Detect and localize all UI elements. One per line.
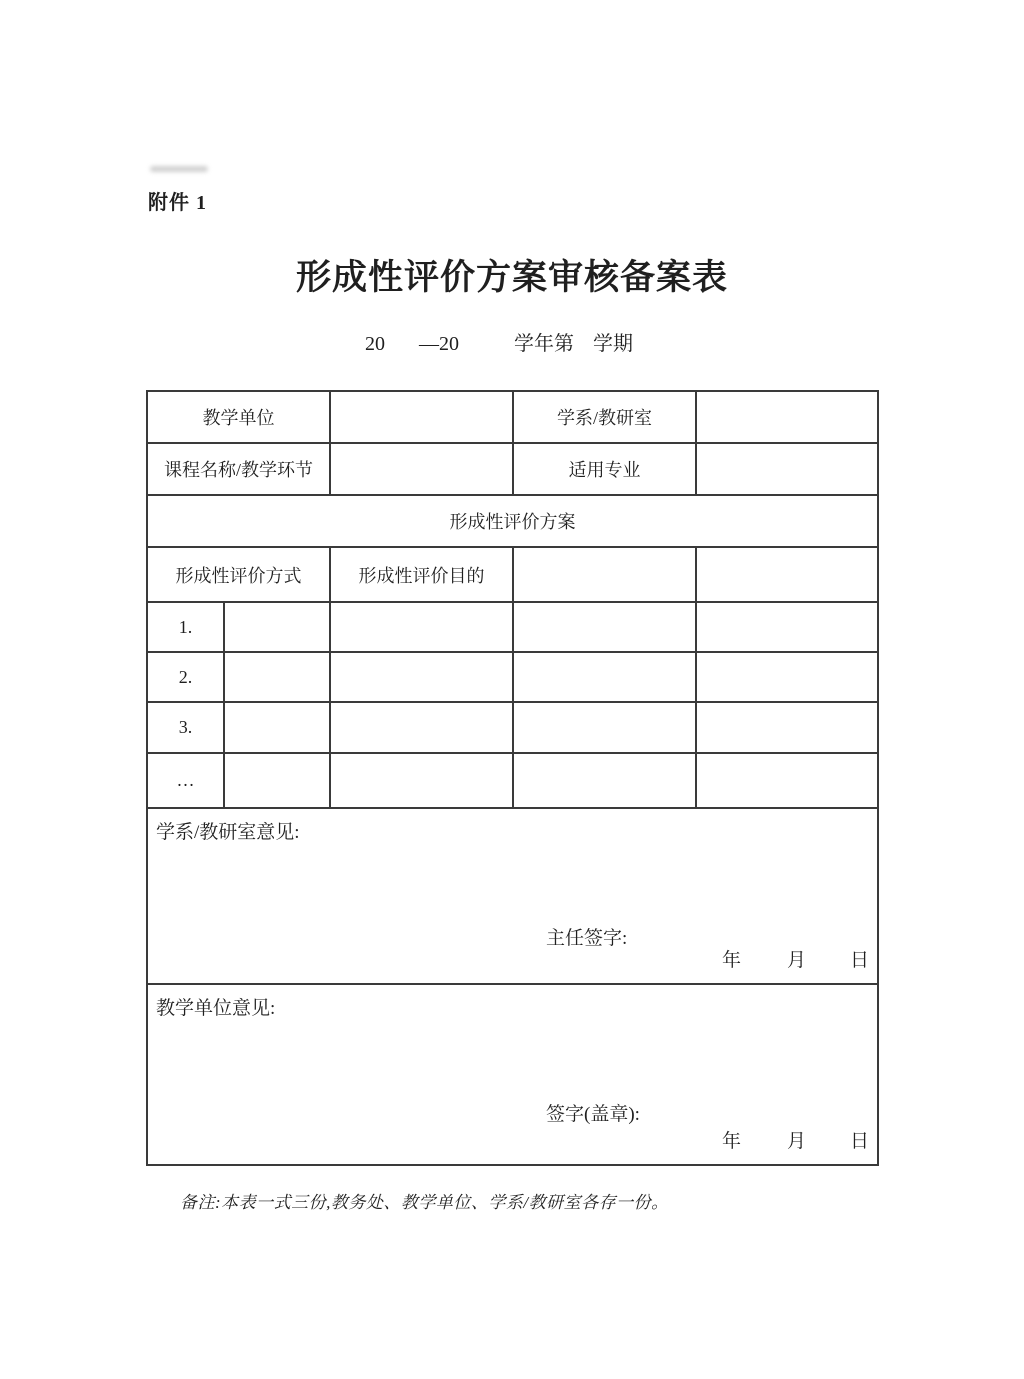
item-method-cell [224, 702, 330, 753]
item-number: 3. [147, 702, 224, 753]
unit-opinion-date-line [722, 1126, 873, 1153]
unit-opinion-cell [147, 984, 878, 1165]
semester-line [365, 327, 633, 356]
year-char: 年 [721, 950, 741, 971]
table-row-section-header [147, 495, 878, 547]
page-title: 形成性评价方案审核备案表 [295, 258, 728, 297]
item-extra-cell-2 [696, 652, 878, 702]
table-row-dept-opinion [147, 808, 878, 984]
dept-opinion-date-line [722, 945, 873, 972]
department-office-value-cell [696, 391, 878, 443]
dept-opinion-cell [147, 808, 878, 984]
table-row-course-name [147, 443, 878, 495]
item-number: … [147, 753, 224, 808]
month-char: 月 [786, 1131, 806, 1152]
item-purpose-cell [330, 602, 513, 652]
applicable-major-label: 适用专业 [513, 443, 696, 495]
plan-header-extra-cell-2 [696, 547, 878, 602]
attachment-label: 附件 1 [148, 192, 207, 214]
item-number: 1. [147, 602, 224, 652]
item-method-cell [224, 753, 330, 808]
year-start-blank: 20 [365, 333, 385, 355]
applicable-major-value-cell [696, 443, 878, 495]
item-purpose-cell [330, 702, 513, 753]
year-char: 年 [721, 1131, 741, 1152]
course-name-value-cell [330, 443, 513, 495]
academic-year-label: 学年第 [514, 333, 574, 355]
item-extra-cell-2 [696, 602, 878, 652]
month-char: 月 [786, 950, 806, 971]
plan-header-extra-cell-1 [513, 547, 696, 602]
remark-note: 备注:本表一式三份,教务处、教学单位、学系/教研室各存一份。 [180, 1193, 669, 1212]
department-office-label: 学系/教研室 [513, 391, 696, 443]
item-extra-cell-1 [513, 652, 696, 702]
teaching-unit-value-cell [330, 391, 513, 443]
term-label: 学期 [593, 333, 633, 355]
course-name-label: 课程名称/教学环节 [147, 443, 330, 495]
table-row-teaching-unit [147, 391, 878, 443]
dept-opinion-label: 学系/教研室意见: [156, 822, 300, 843]
table-row-plan-item-2 [147, 652, 878, 702]
item-extra-cell-1 [513, 753, 696, 808]
year-end-blank: —20 [419, 333, 459, 355]
table-row-plan-item-more [147, 753, 878, 808]
item-extra-cell-2 [696, 702, 878, 753]
item-number: 2. [147, 652, 224, 702]
record-form-table [146, 390, 879, 1166]
teaching-unit-label: 教学单位 [147, 391, 330, 443]
item-method-cell [224, 602, 330, 652]
evaluation-method-header: 形成性评价方式 [147, 547, 330, 602]
table-row-unit-opinion [147, 984, 878, 1165]
item-extra-cell-1 [513, 602, 696, 652]
day-char: 日 [849, 950, 869, 971]
table-row-plan-item-3 [147, 702, 878, 753]
item-method-cell [224, 652, 330, 702]
item-purpose-cell [330, 652, 513, 702]
director-signature-label: 主任签字: [546, 928, 628, 949]
day-char: 日 [849, 1131, 869, 1152]
item-extra-cell-1 [513, 702, 696, 753]
unit-opinion-label: 教学单位意见: [156, 998, 276, 1019]
item-purpose-cell [330, 753, 513, 808]
evaluation-purpose-header: 形成性评价目的 [330, 547, 513, 602]
table-row-plan-item-1 [147, 602, 878, 652]
scan-smudge-artifact [150, 166, 208, 172]
item-extra-cell-2 [696, 753, 878, 808]
table-row-plan-header [147, 547, 878, 602]
plan-section-header: 形成性评价方案 [147, 495, 878, 547]
seal-signature-label: 签字(盖章): [546, 1104, 640, 1125]
